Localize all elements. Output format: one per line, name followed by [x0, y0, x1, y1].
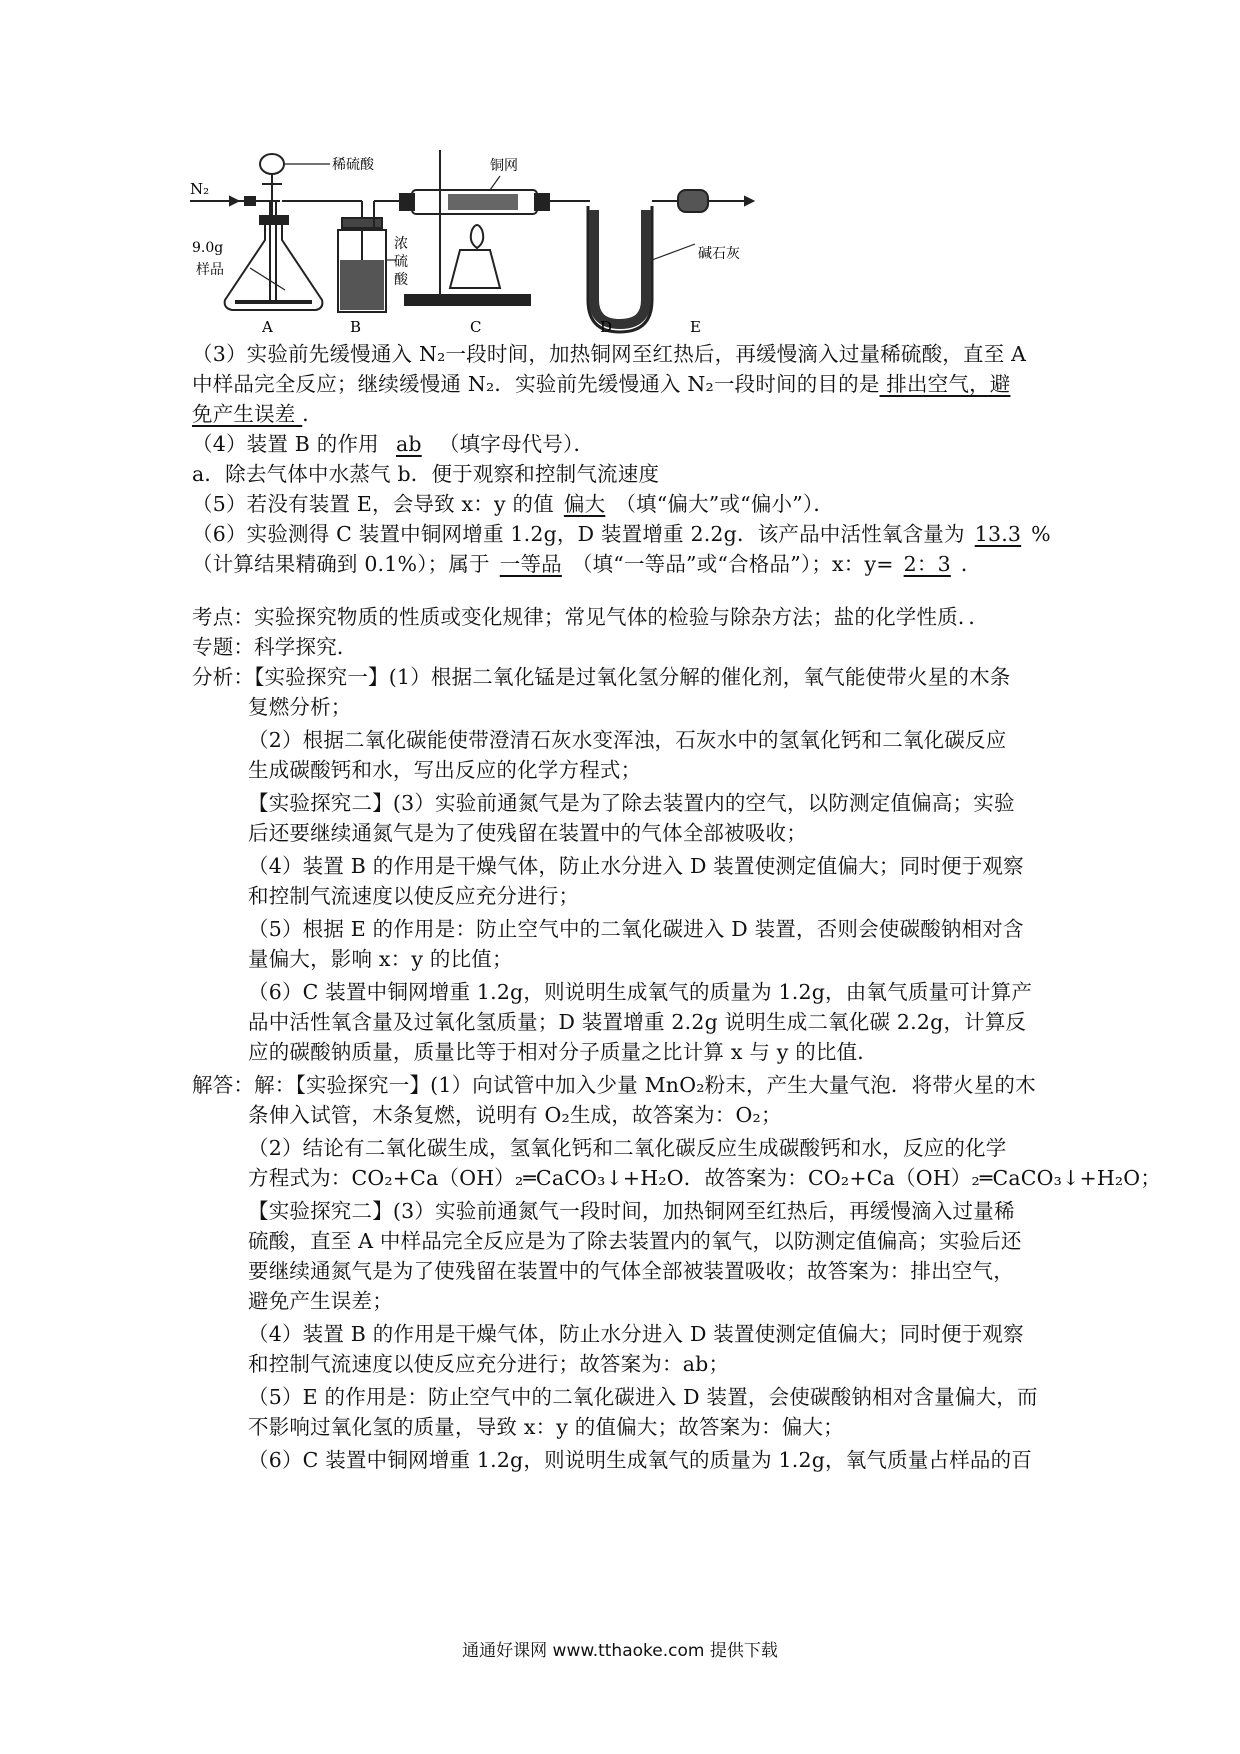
letter-e: E	[690, 318, 701, 336]
answer-line: （4）装置 B 的作用是干燥气体，防止水分进入 D 装置使测定值偏大；同时便于观察	[248, 1322, 1024, 1346]
answer-line: 要继续通氮气是为了使残留在装置中的气体全部被装置吸收；故答案为：排出空气，	[248, 1259, 1014, 1283]
q6-line2-mid: （填“一等品”或“合格品”）；x：y=	[571, 552, 894, 576]
conc-acid-label-2: 硫	[394, 254, 408, 270]
answer-line: （2）结论有二氧化碳生成，氢氧化钙和二氧化碳反应生成碳酸钙和水，反应的化学	[248, 1136, 1007, 1160]
answer-line: 和控制气流速度以使反应充分进行；故答案为：ab；	[248, 1352, 730, 1376]
analysis-line: （6）C 装置中铜网增重 1.2g，则说明生成氧气的质量为 1.2g，由氧气质量可计算产	[248, 980, 1033, 1004]
analysis-line: 量偏大，影响 x：y 的比值；	[248, 947, 513, 971]
n2-label: N₂	[190, 180, 210, 198]
sample-mass-label: 9.0g	[192, 240, 224, 256]
analysis-line: 品中活性氧含量及过氧化氢质量；D 装置增重 2.2g 说明生成二氧化碳 2.2g，计算反	[248, 1010, 1027, 1034]
q6-text: （6）实验测得 C 装置中铜网增重 1.2g，D 装置增重 2.2g．该产品中活性氧含量为	[192, 522, 965, 546]
conc-acid-label-3: 酸	[394, 272, 408, 288]
analysis-line: （2）根据二氧化碳能使带澄清石灰水变浑浊，石灰水中的氢氧化钙和二氧化碳反应	[248, 728, 1007, 752]
q4-end: （填字母代号）．	[438, 432, 595, 456]
letter-d: D	[600, 318, 613, 336]
soda-lime-label: 碱石灰	[698, 246, 740, 262]
answer-line: 解答：解：【实验探究一】(1）向试管中加入少量 MnO₂粉末，产生大量气泡．将带火星的木	[192, 1073, 1036, 1097]
answer-line: 【实验探究二】(3）实验前通氮气一段时间，加热铜网至红热后，再缓慢滴入过量稀	[248, 1199, 1015, 1223]
sample-label: 样品	[196, 262, 224, 278]
q5-answer: 偏大	[563, 492, 606, 516]
analysis-line: 后还要继续通氮气是为了使残留在装置中的气体全部被吸收；	[248, 821, 807, 845]
analysis-line: 和控制气流速度以使反应充分进行；	[248, 884, 580, 908]
q6-line1	[192, 519, 1051, 549]
letter-c: C	[470, 318, 482, 336]
q3-line3-end: ．	[302, 402, 323, 426]
kaodian: 考点：实验探究物质的性质或变化规律；常见气体的检验与除杂方法；盐的化学性质．．	[192, 605, 990, 629]
q4-text: （4）装置 B 的作用	[192, 432, 379, 456]
analysis-line: （5）根据 E 的作用是：防止空气中的二氧化碳进入 D 装置，否则会使碳酸钠相对含	[248, 917, 1024, 941]
analysis-line: 【实验探究二】(3）实验前通氮气是为了除去装置内的空气，以防测定值偏高；实验	[248, 791, 1015, 815]
q3-answer-part1: 排出空气，避	[879, 372, 1011, 396]
answer-line: （6）C 装置中铜网增重 1.2g，则说明生成氧气的质量为 1.2g，氧气质量占样品的百	[248, 1448, 1033, 1472]
answer-line: （5）E 的作用是：防止空气中的二氧化碳进入 D 装置，会使碳酸钠相对含量偏大，而	[248, 1385, 1038, 1409]
analysis-line: 复燃分析；	[248, 695, 352, 719]
q6-answer-ratio: 2：3	[903, 552, 951, 576]
dilute-acid-label: 稀硫酸	[332, 157, 374, 173]
q5-text: （5）若没有装置 E，会导致 x：y 的值	[192, 492, 554, 516]
q6-percent-sign: %	[1031, 522, 1051, 546]
q5-end: （填“偏大”或“偏小”）．	[615, 492, 835, 516]
letter-b: B	[350, 318, 362, 336]
q6-answer-percent: 13.3	[974, 522, 1022, 546]
q3-line2	[192, 369, 1010, 399]
q4-line	[192, 429, 594, 459]
answer-line: 条伸入试管，木条复燃，说明有 O₂生成，故答案为：O₂；	[248, 1103, 782, 1127]
zhuanti: 专题：科学探究．	[192, 635, 358, 659]
analysis-line: （4）装置 B 的作用是干燥气体，防止水分进入 D 装置使测定值偏大；同时便于观察	[248, 854, 1024, 878]
q5-line	[192, 489, 834, 519]
q3-line1: （3）实验前先缓慢通入 N₂一段时间，加热铜网至红热后，再缓慢滴入过量稀硫酸，直至 A	[192, 342, 1027, 366]
answer-line: 硫酸，直至 A 中样品完全反应是为了除去装置内的氧气，以防测定值偏高；实验后还	[248, 1229, 1022, 1253]
q6-line2-end: ．	[960, 552, 982, 576]
q6-line2	[192, 549, 982, 579]
letter-a: A	[262, 318, 273, 336]
q3-line3	[192, 399, 323, 429]
answer-line: 不影响过氧化氢的质量，导致 x：y 的值偏大；故答案为：偏大；	[248, 1415, 844, 1439]
q4-answer: ab	[395, 432, 422, 456]
q4-options: a．除去气体中水蒸气 b．便于观察和控制气流速度	[192, 462, 660, 486]
answer-line: 避免产生误差；	[248, 1289, 393, 1313]
q6-line2-text: （计算结果精确到 0.1%）；属于	[192, 552, 490, 576]
copper-mesh-label: 铜网	[490, 158, 518, 174]
analysis-line: 生成碳酸钙和水，写出反应的化学方程式；	[248, 758, 642, 782]
conc-acid-label-1: 浓	[394, 236, 408, 252]
footer-watermark: 通通好课网 www.tthaoke.com 提供下载	[462, 1641, 778, 1661]
q3-answer-part2: 免产生误差	[192, 402, 303, 426]
q3-line2-text: 中样品完全反应；继续缓慢通 N₂．实验前先缓慢通入 N₂一段时间的目的是	[192, 372, 880, 396]
analysis-line: 应的碳酸钠质量，质量比等于相对分子质量之比计算 x 与 y 的比值．	[248, 1040, 879, 1064]
analysis-line: 分析：【实验探究一】(1）根据二氧化锰是过氧化氢分解的催化剂，氧气能使带火星的木条	[192, 665, 1011, 689]
q6-answer-grade: 一等品	[499, 552, 562, 576]
answer-line: 方程式为：CO₂+Ca（OH）₂═CaCO₃↓+H₂O．故答案为：CO₂+Ca（OH）₂═CaCO₃↓+H₂O；	[248, 1166, 1162, 1190]
